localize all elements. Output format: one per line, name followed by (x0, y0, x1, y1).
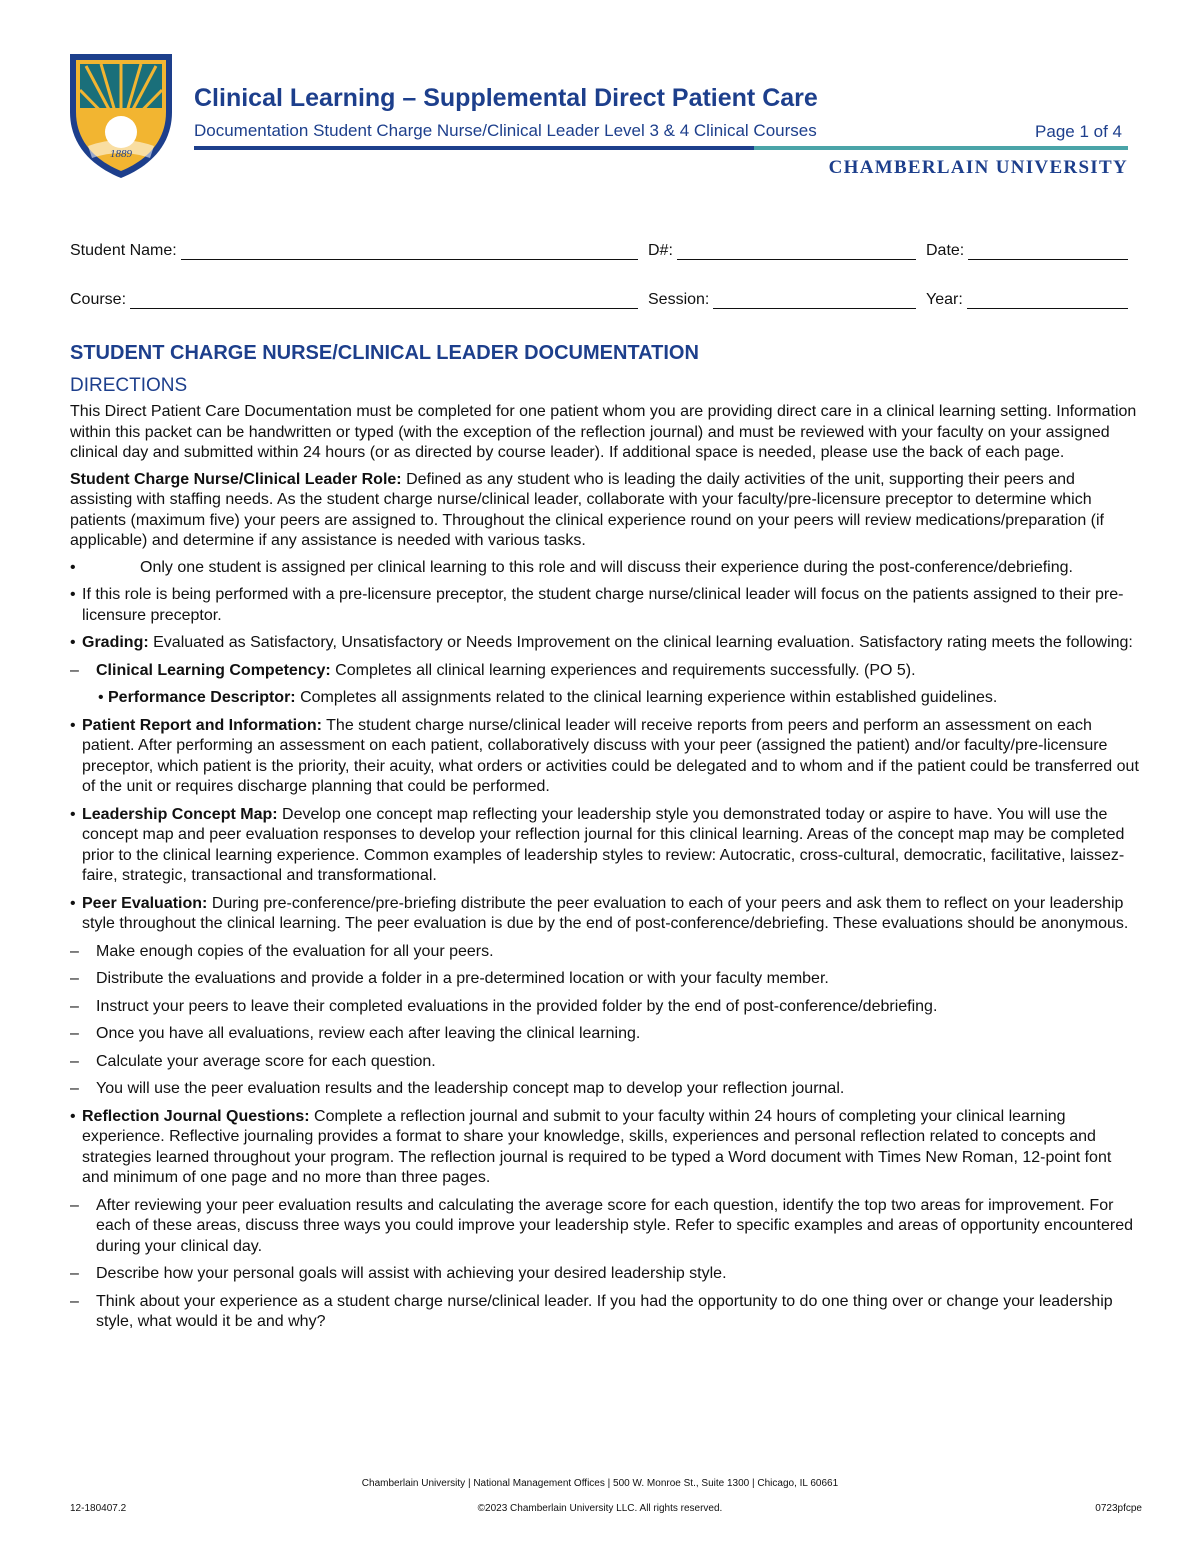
bullet-one-student (70, 558, 1140, 579)
report-text: The student charge nurse/clinical leader will receive reports from peers and perform an assessment on each patient. After performing an assessment on each patient, collaboratively discuss with your peer (assigned the patient) and/or faculty/pre-licensure preceptor, which patient is the priority, their acuity, what orders or activities could be delegated and to whom and if the patient could be transferred out of the unit or requires discharge planning that could be performed. (82, 716, 1139, 795)
form-row-1 (70, 242, 1128, 264)
bullet-patient-report (70, 716, 1140, 798)
peer-label: Peer Evaluation: (82, 894, 208, 912)
directions-heading: DIRECTIONS (70, 375, 188, 396)
d-number-label: D#: (648, 242, 673, 259)
footer-doc-id: 12-180407.2 (70, 1503, 127, 1514)
peer-step-text: Make enough copies of the evaluation for all your peers. (96, 942, 494, 960)
footer-address: Chamberlain University | National Management Offices | 500 W. Monroe St., Suite 1300 | Chicago, IL 60661 (361, 1478, 839, 1489)
dash-marker: – (70, 997, 79, 1015)
bullet-grading (70, 633, 1140, 654)
dash-marker: – (70, 1196, 79, 1214)
dash-marker: – (70, 1080, 79, 1097)
university-seal-logo (66, 50, 176, 180)
peer-step (70, 942, 1140, 963)
peer-step-text: Calculate your average score for each question. (96, 1052, 436, 1070)
dash-marker: – (70, 661, 79, 679)
bullet-concept-map (70, 805, 1140, 887)
bullet-reflection-journal (70, 1107, 1140, 1189)
competency-label: Clinical Learning Competency: (96, 661, 331, 679)
journal-step (70, 1264, 1140, 1285)
seal-year-text: 1889 (110, 148, 132, 160)
dash-marker: – (70, 942, 79, 960)
dash-marker: – (70, 1025, 79, 1042)
diamond-bullet-icon: • (70, 805, 76, 823)
dash-marker: – (70, 970, 79, 987)
concept-text: Develop one concept map reflecting your leadership style you demonstrated today or aspire to have. You will use the concept map and peer evaluation responses to develop your reflection journal for this clinical learning. Areas of the concept map may be completed prior to the clinical learning experience. Common examples of leadership styles to review: Autocratic, cross-cultural, democratic, facilitative, laissez-faire, strategic, transactional and transformational. (82, 805, 1125, 884)
footer-copyright: ©2023 Chamberlain University LLC. All rights reserved. (477, 1503, 723, 1514)
bullet-preceptor-text: If this role is being performed with a pre-licensure preceptor, the student charge nurse/clinical leader will focus on the patients assigned to their pre-licensure preceptor. (82, 586, 1124, 624)
descriptor-label: Performance Descriptor: (108, 689, 296, 706)
year-label: Year: (926, 291, 963, 308)
section-title: STUDENT CHARGE NURSE/CLINICAL LEADER DOCUMENTATION (70, 342, 699, 364)
university-wordmark: CHAMBERLAIN UNIVERSITY (828, 157, 1128, 178)
bullet-peer-evaluation (70, 894, 1140, 935)
peer-step (70, 1079, 1140, 1100)
journal-step (70, 1196, 1140, 1258)
diamond-bullet-icon: • (70, 894, 76, 912)
journal-step-text: Describe how your personal goals will assist with achieving your desired leadership style. (96, 1265, 727, 1282)
course-field[interactable] (70, 291, 638, 309)
competency-text: Completes all clinical learning experiences and requirements successfully. (PO 5). (330, 661, 916, 679)
d-number-line[interactable] (677, 242, 916, 260)
course-line[interactable] (130, 291, 638, 309)
session-field[interactable] (648, 291, 916, 309)
peer-step-text: You will use the peer evaluation results and the leadership concept map to develop your reflection journal. (96, 1080, 845, 1097)
student-name-label: Student Name: (70, 242, 177, 259)
date-field[interactable] (926, 242, 1128, 260)
peer-step (70, 1052, 1140, 1073)
descriptor-text: Completes all assignments related to the clinical learning experience within established guidelines. (295, 689, 998, 706)
page-subtitle: Documentation Student Charge Nurse/Clinical Leader Level 3 & 4 Clinical Courses (194, 121, 817, 140)
date-label: Date: (926, 242, 965, 259)
dash-marker: – (70, 1292, 79, 1310)
header-divider (194, 146, 1128, 150)
dash-marker: – (70, 1265, 79, 1282)
documentation-body (70, 340, 1140, 1340)
peer-step (70, 1024, 1140, 1045)
diamond-bullet-icon: • (70, 558, 76, 576)
grading-text: Evaluated as Satisfactory, Unsatisfactory or Needs Improvement on the clinical learning evaluation. Satisfactory rating meets the following: (148, 634, 1133, 651)
role-label: Student Charge Nurse/Clinical Leader Role: (70, 470, 402, 488)
page-title: Clinical Learning – Supplemental Direct Patient Care (194, 84, 818, 112)
role-text: Defined as any student who is leading the daily activities of the unit, supporting their peers and assisting with staffing needs. As the student charge nurse/clinical leader, collaborate with your faculty/pre-licensure preceptor to determine which patients (maximum five) your peers are assigned to. Throughout the clinical experience round on your peers will review medications/preparation (if applicable) and determine if any assistance is needed with various tasks. (70, 470, 1104, 549)
report-label: Patient Report and Information: (82, 716, 322, 734)
date-line[interactable] (968, 242, 1128, 260)
journal-text: Complete a reflection journal and submit to your faculty within 24 hours of completing your clinical learning experience. Reflective journaling provides a format to share your knowledge, skills, experiences and personal reflection related to concepts and strategies learned throughout your program. The reflection journal is required to be typed a Word document with Times New Roman, 12-point font and minimum of one page and no more than three pages. (82, 1107, 1112, 1186)
peer-step-text: Instruct your peers to leave their completed evaluations in the provided folder by the end of post-conference/debriefing. (96, 997, 938, 1015)
journal-step-text: After reviewing your peer evaluation results and calculating the average score for each question, identify the top two areas for improvement. For each of these areas, discuss three ways you could improve your leadership style. Refer to specific examples and areas of opportunity encountered during your clinical day. (96, 1196, 1134, 1255)
form-row-2 (70, 291, 1128, 313)
footer-code: 0723pfcpe (1095, 1503, 1142, 1514)
diamond-bullet-icon: • (70, 634, 76, 651)
role-paragraph (70, 470, 1140, 552)
peer-step-text: Distribute the evaluations and provide a folder in a pre-determined location or with your faculty member. (96, 970, 829, 987)
student-name-line[interactable] (181, 242, 638, 260)
grading-label: Grading: (82, 634, 149, 651)
diamond-bullet-icon: • (70, 586, 76, 603)
student-name-field[interactable] (70, 242, 638, 260)
journal-step-text: Think about your experience as a student charge nurse/clinical leader. If you had the opportunity to do one thing over or change your leadership style, what would it be and why? (96, 1292, 1113, 1330)
descriptor-item (70, 688, 1140, 709)
session-label: Session: (648, 291, 710, 308)
session-line[interactable] (713, 291, 916, 309)
concept-label: Leadership Concept Map: (82, 805, 278, 823)
competency-item (70, 661, 1140, 682)
peer-step (70, 969, 1140, 990)
bullet-one-student-text: Only one student is assigned per clinical learning to this role and will discuss their experience during the post-conference/debriefing. (140, 558, 1073, 576)
peer-text: During pre-conference/pre-briefing distribute the peer evaluation to each of your peers and ask them to reflect on your leadership style throughout the clinical learning. The peer evaluation is due by the end of post-conference/debriefing. These evaluations should be anonymous. (82, 894, 1129, 932)
page-number: Page 1 of 4 (1035, 122, 1122, 141)
peer-step-text: Once you have all evaluations, review each after leaving the clinical learning. (96, 1025, 641, 1042)
diamond-bullet-icon: • (70, 716, 76, 734)
diamond-bullet-icon: • (98, 689, 104, 706)
directions-paragraph: This Direct Patient Care Documentation must be completed for one patient whom you are providing direct care in a clinical learning setting. Information within this packet can be handwritten or typed (with the exception of the reflection journal) and must be reviewed with your faculty on your assigned clinical day and submitted within 24 hours (or as directed by course leader). If additional space is needed, please use the back of each page. (70, 403, 1137, 461)
diamond-bullet-icon: • (70, 1107, 76, 1125)
year-field[interactable] (926, 291, 1128, 309)
journal-step (70, 1292, 1140, 1333)
dash-marker: – (70, 1052, 79, 1070)
journal-label: Reflection Journal Questions: (82, 1107, 310, 1125)
course-label: Course: (70, 291, 127, 308)
d-number-field[interactable] (648, 242, 916, 260)
bullet-preceptor (70, 585, 1140, 626)
peer-step (70, 997, 1140, 1018)
year-line[interactable] (967, 291, 1128, 309)
